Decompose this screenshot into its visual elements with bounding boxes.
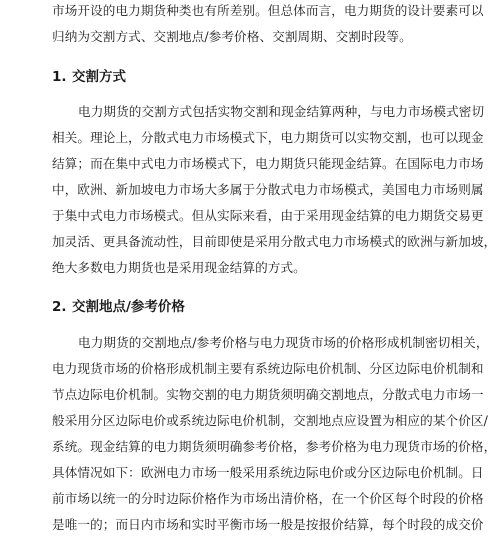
section-2-title: 交割地点/参考价格: [72, 299, 185, 315]
section-1-line-1: 电力期货的交割方式包括实物交割和现金结算两种，与电力市场模式密切: [78, 104, 485, 119]
section-2-line-2: 电力现货市场的价格形成机制主要有系统边际电价机制、分区边际电价机制和: [52, 361, 484, 376]
section-1-line-3: 结算；而在集中式电力市场模式下，电力期货只能现金结算。在国际电力市场: [52, 156, 484, 171]
section-2-line-4: 般采用分区边际电价或系统边际电价机制，交割地点应设置为相应的某个价区/: [52, 413, 488, 428]
intro-line-1: 市场开设的电力期货种类也有所差别。但总体而言，电力期货的设计要素可以: [52, 3, 484, 18]
section-2-heading: [52, 298, 185, 316]
section-2-line-8: 是唯一的；而日内市场和实时平衡市场一般是按报价结算，每个时段的成交价: [52, 517, 484, 532]
section-1-line-5: 于集中式电力市场模式。但从实际来看，由于采用现金结算的电力期货交易更: [52, 208, 484, 223]
section-1-line-4: 中，欧洲、新加坡电力市场大多属于分散式电力市场模式，美国电力市场则属: [52, 182, 484, 197]
section-2-line-3: 节点边际电价机制。实物交割的电力期货须明确交割地点，分散式电力市场一: [52, 387, 484, 402]
section-1-line-7: 绝大多数电力期货也是采用现金结算的方式。: [52, 260, 306, 275]
section-1-line-2: 相关。理论上，分散式电力市场模式下，电力期货可以实物交割，也可以现金: [52, 130, 484, 145]
section-1-number: 1.: [52, 69, 67, 85]
section-2-line-1: 电力期货的交割地点/参考价格与电力现货市场的价格形成机制密切相关，: [78, 335, 489, 350]
section-1-heading: [52, 68, 126, 86]
section-2-number: 2.: [52, 299, 67, 315]
section-1-line-6: 加灵活、更具备流动性，目前即使是采用分散式电力市场模式的欧洲与新加坡，: [52, 234, 497, 249]
intro-line-2: 归纳为交割方式、交割地点/参考价格、交割周期、交割时段等。: [52, 29, 412, 44]
section-2-line-7: 前市场以统一的分时边际价格作为市场出清价格，在一个价区每个时段的价格: [52, 491, 484, 506]
section-2-line-6: 具体情况如下：欧洲电力市场一般采用系统边际电价或分区边际电价机制。日: [52, 465, 484, 480]
section-1-title: 交割方式: [72, 69, 126, 85]
section-2-line-5: 系统。现金结算的电力期货须明确参考价格，参考价格为电力现货市场的价格，: [52, 439, 497, 454]
